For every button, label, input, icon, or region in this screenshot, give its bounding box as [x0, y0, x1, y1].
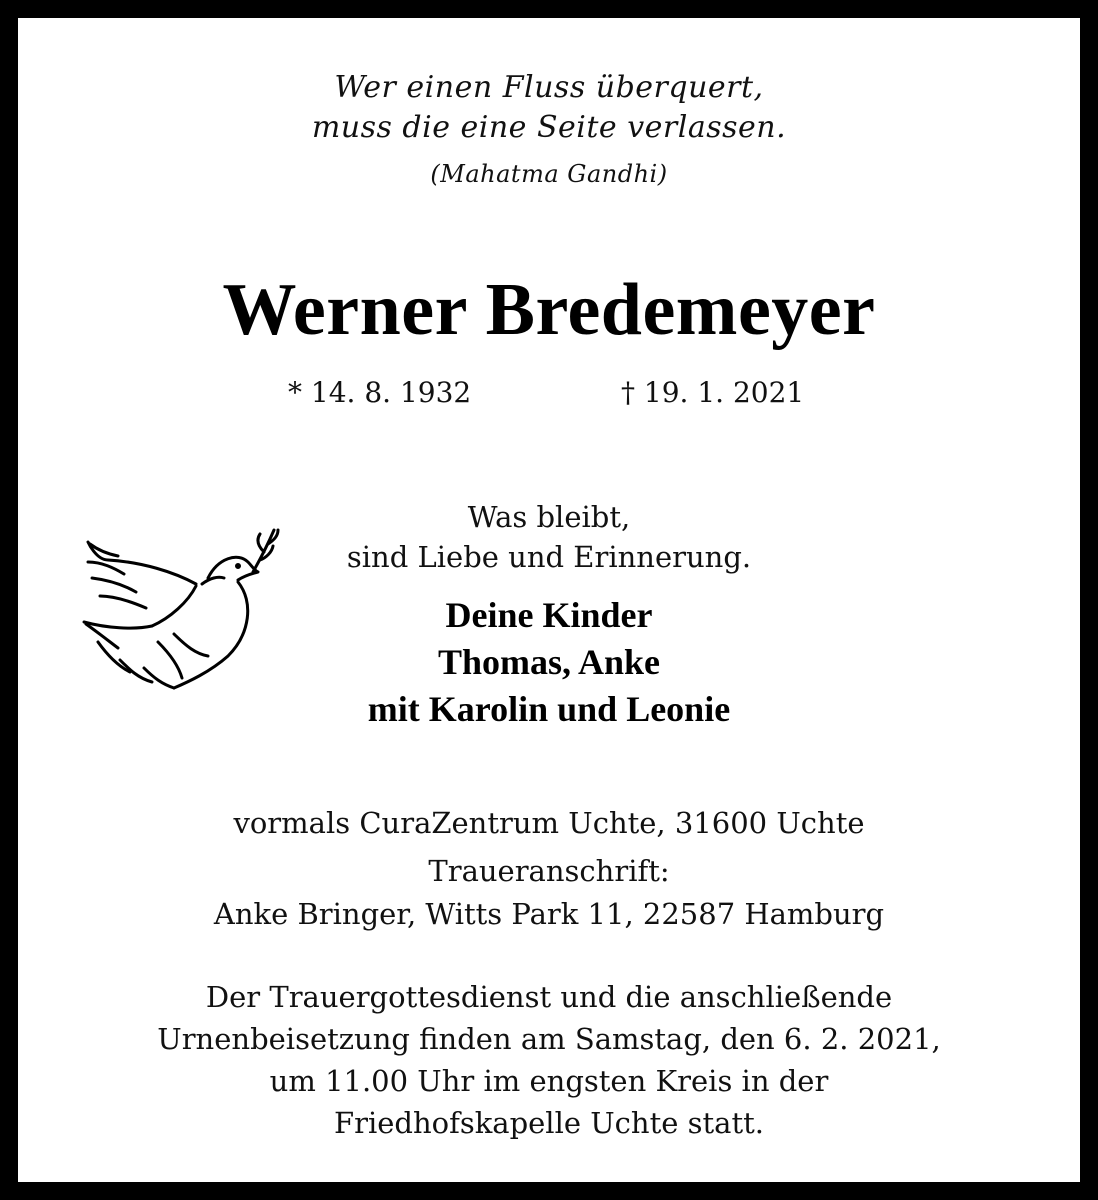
deceased-name: Werner Bredemeyer — [222, 269, 876, 351]
mourners-line-2: Thomas, Anke — [437, 642, 661, 682]
address-value: Anke Bringer, Witts Park 11, 22587 Hamburg — [213, 897, 885, 931]
quote-line-2: muss die eine Seite verlassen. — [311, 110, 787, 145]
birth-date: * 14. 8. 1932 — [288, 376, 472, 409]
mourners-line-3: mit Karolin und Leonie — [367, 689, 731, 729]
death-date: † 19. 1. 2021 — [621, 376, 805, 409]
formerly-text: vormals CuraZentrum Uchte, 31600 Uchte — [233, 806, 865, 840]
service-line-4: Friedhofskapelle Uchte statt. — [333, 1106, 764, 1140]
address-label: Traueranschrift: — [428, 854, 670, 888]
verse-line-2: sind Liebe und Erinnerung. — [346, 540, 752, 574]
service-line-3: um 11.00 Uhr im engsten Kreis in der — [269, 1064, 829, 1098]
mourners-line-1: Deine Kinder — [445, 595, 653, 635]
quote-line-1: Wer einen Fluss überquert, — [334, 70, 764, 105]
quote-author: (Mahatma Gandhi) — [430, 160, 668, 188]
verse-line-1: Was bleibt, — [467, 500, 631, 534]
service-line-1: Der Trauergottesdienst und die anschließende — [205, 980, 893, 1014]
service-line-2: Urnenbeisetzung finden am Samstag, den 6. 2. 2021, — [157, 1022, 941, 1056]
